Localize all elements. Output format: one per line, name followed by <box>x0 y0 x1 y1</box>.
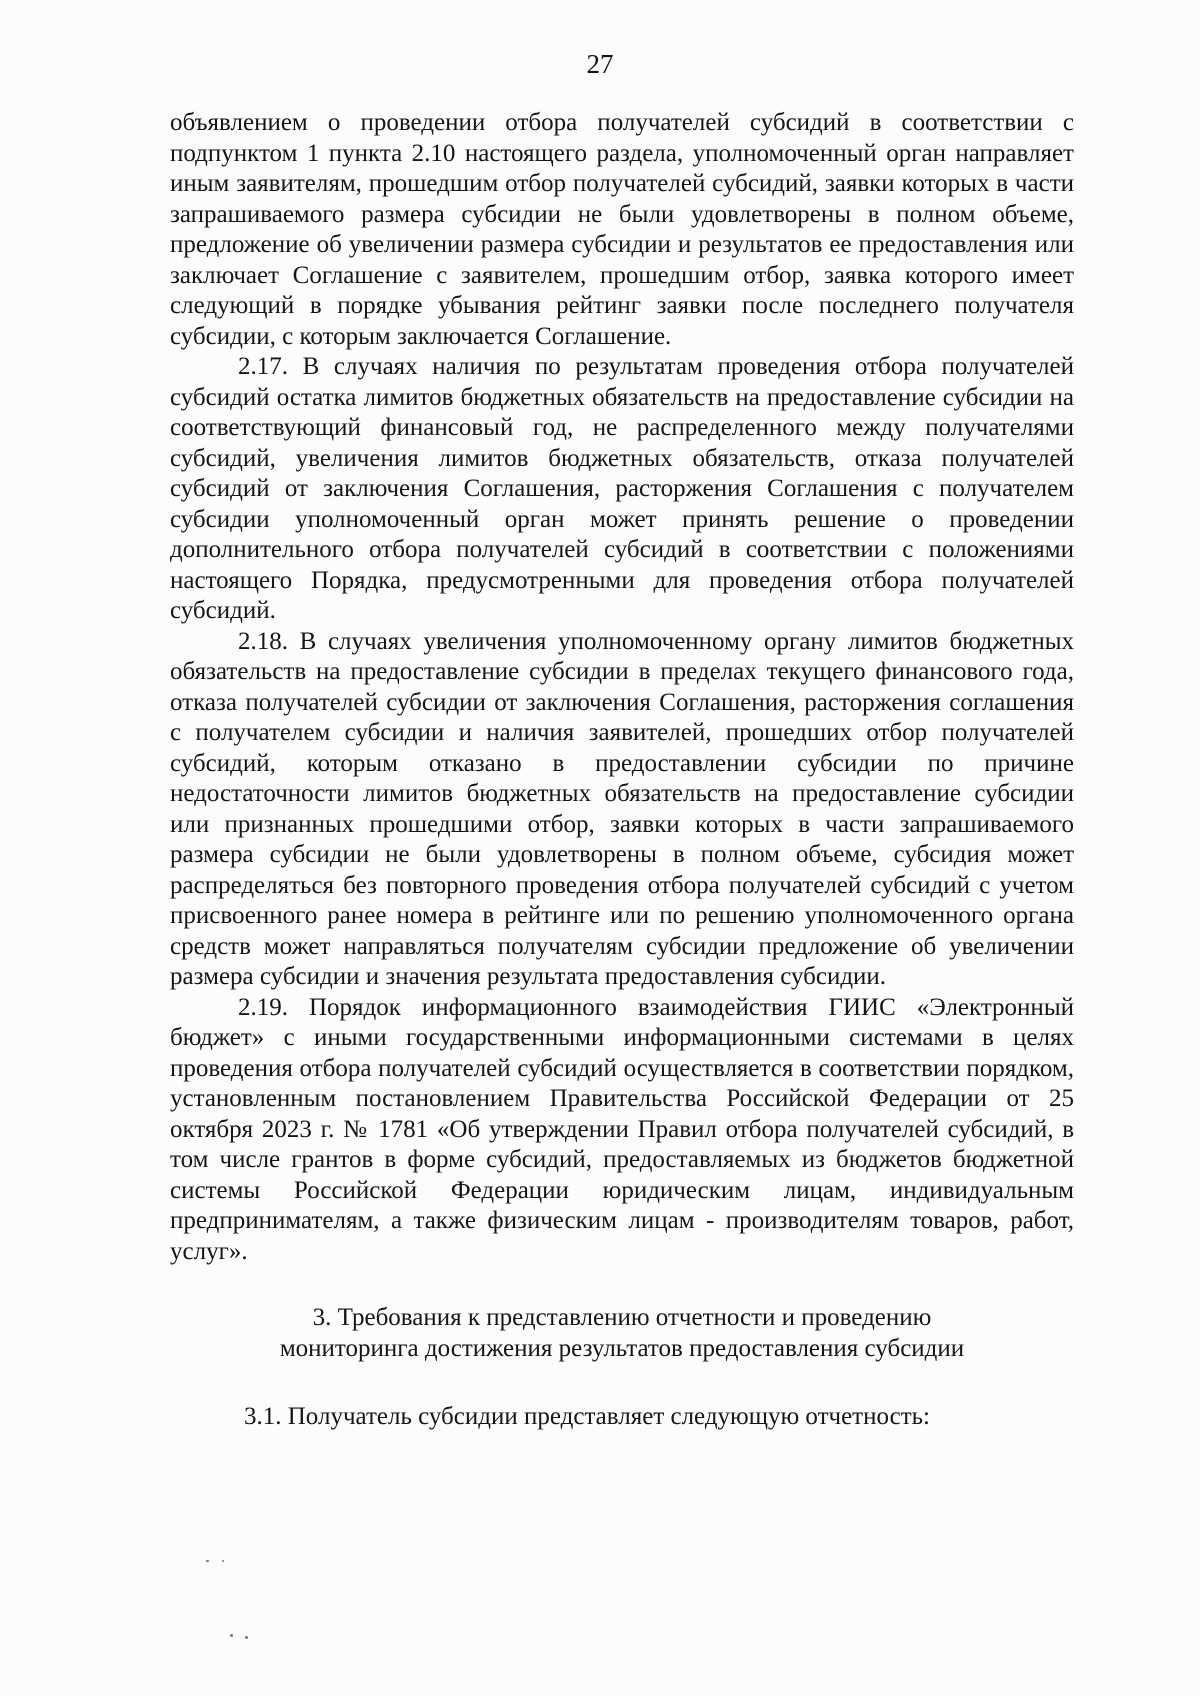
page-number: 27 <box>586 49 614 79</box>
section-heading <box>170 1303 1074 1364</box>
section-heading-line-1: 3. Требования к представлению отчетности и проведению <box>312 1304 932 1331</box>
scan-speck <box>222 1560 224 1562</box>
paragraph-2-19: 2.19. Порядок информационного взаимодействия ГИИС «Электронный бюджет» с иными государственными информационными системами в целях проведения отбора получателей субсидий осуществляется в соответствии порядком, установленным постановлением Правительства Российской Федерации от 25 октября 2023 г. № 1781 «Об утверждении Правил отбора получателей субсидий, в том числе грантов в форме субсидий, предоставляемых из бюджетов бюджетной системы Российской Федерации юридическим лицам, индивидуальным предпринимателям, а также физическим лицам - производителям товаров, работ, услуг». <box>170 993 1074 1265</box>
document-body <box>170 108 1074 1433</box>
paragraph-2-18: 2.18. В случаях увеличения уполномоченному органу лимитов бюджетных обязательств на предоставление субсидии в пределах текущего финансового года, отказа получателей субсидии от заключения Соглашения, расторжения соглашения с получателем субсидии и наличия заявителей, прошедших отбор получателей субсидий, которым отказано в предоставлении субсидии по причине недостаточности лимитов бюджетных обязательств на предоставление субсидии или признанных прошедшими отбор, заявки которых в части запрашиваемого размера субсидии не были удовлетворены в полном объеме, субсидия может распределяться без повторного проведения отбора получателей субсидий с учетом присвоенного ранее номера в рейтинге или по решению уполномоченного органа средств может направляться получателям субсидии предложение об увеличении размера субсидии и значения результата предоставления субсидии. <box>170 627 1074 990</box>
scan-speck <box>245 1636 248 1639</box>
paragraph-3-1: 3.1. Получатель субсидии представляет следующую отчетность: <box>244 1403 930 1430</box>
paragraph-continuation: объявлением о проведении отбора получателей субсидий в соответствии с подпунктом 1 пункта 2.10 настоящего раздела, уполномоченный орган направляет иным заявителям, прошедшим отбор получателей субсидий, заявки которых в части запрашиваемого размера субсидии не были удовлетворены в полном объеме, предложение об увеличении размера субсидии и результатов ее предоставления или заключает Соглашение с заявителем, прошедшим отбор, заявка которого имеет следующий в порядке убывания рейтинг заявки после последнего получателя субсидии, с которым заключается Соглашение. <box>170 109 1074 350</box>
section-heading-line-2: мониторинга достижения результатов предоставления субсидии <box>279 1334 965 1362</box>
scan-speck <box>230 1634 233 1637</box>
scan-speck <box>206 1560 209 1562</box>
paragraph-2-17: 2.17. В случаях наличия по результатам проведения отбора получателей субсидий остатка лимитов бюджетных обязательств на предоставление субсидии на соответствующий финансовый год, не распределенного между получателями субсидий, увеличения лимитов бюджетных обязательств, отказа получателей субсидий от заключения Соглашения, расторжения Соглашения с получателем субсидии уполномоченный орган может принять решение о проведении дополнительного отбора получателей субсидий в соответствии с положениями настоящего Порядка, предусмотренными для проведения отбора получателей субсидий. <box>170 353 1074 624</box>
